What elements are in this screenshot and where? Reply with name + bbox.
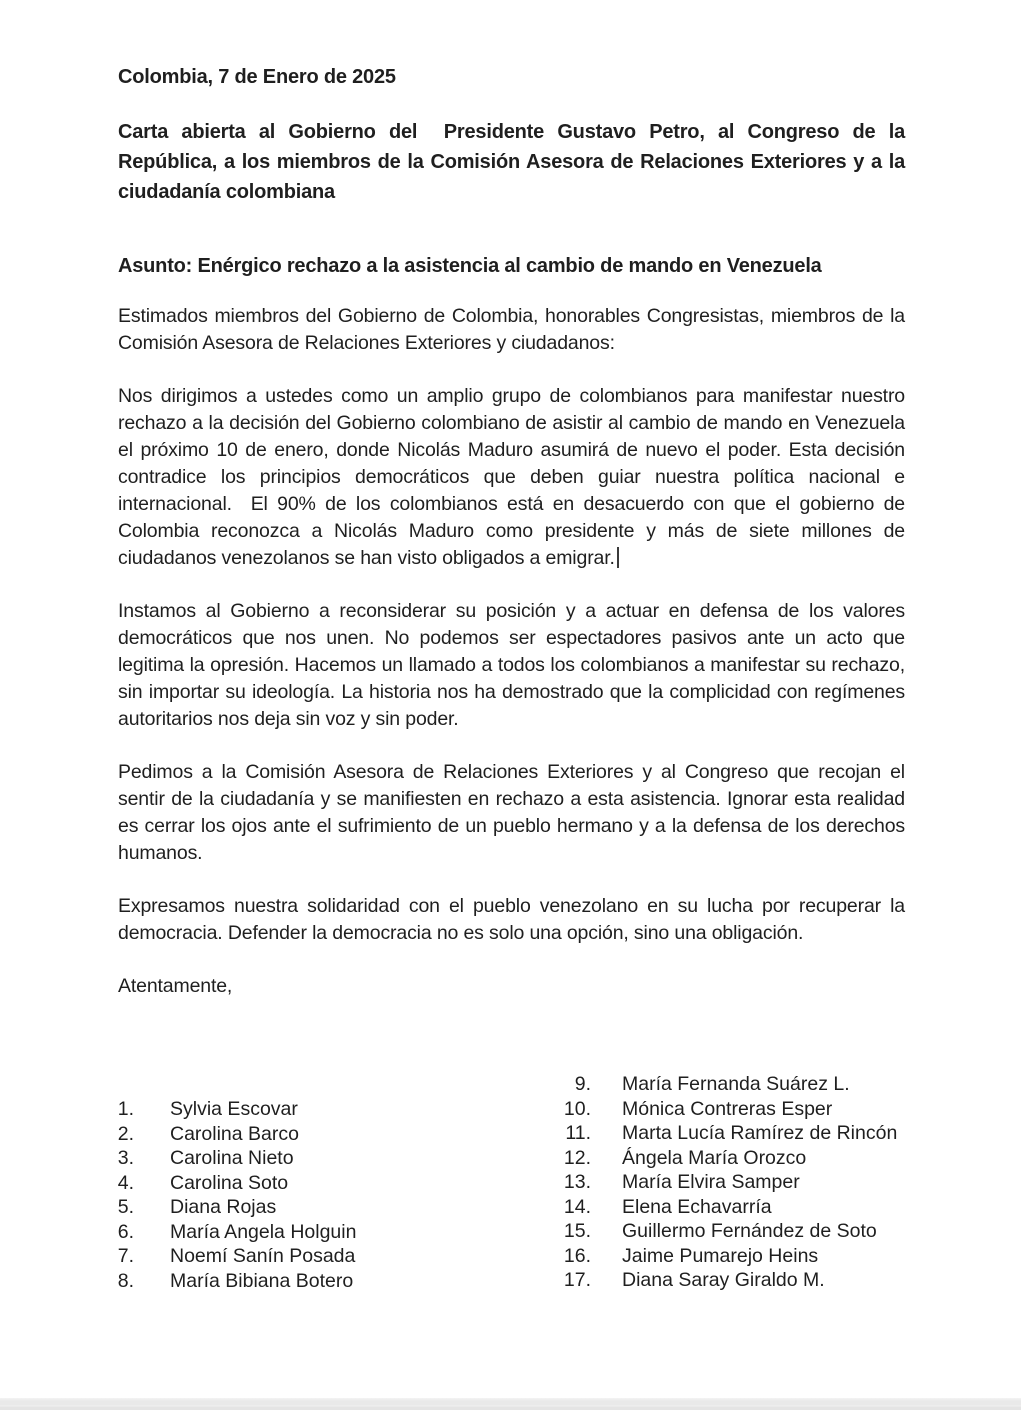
- signatory-name: Carolina Nieto: [170, 1147, 294, 1169]
- body-paragraph-4[interactable]: Expresamos nuestra solidaridad con el pueblo venezolano en su lucha por recuperar la democracia. Defender la democracia no es solo una opción, sino una obligación.: [118, 895, 911, 944]
- signatory-row[interactable]: [553, 1121, 905, 1146]
- text-cursor: [617, 547, 619, 568]
- signatory-row[interactable]: [553, 1146, 905, 1171]
- signatory-row[interactable]: [110, 1171, 553, 1196]
- signatory-name: Noemí Sanín Posada: [170, 1245, 356, 1267]
- signatory-name: Diana Rojas: [170, 1196, 277, 1218]
- signatory-number: 10.: [563, 1097, 591, 1120]
- signatory-number: 11.: [565, 1122, 591, 1144]
- signatory-number: 9.: [574, 1073, 591, 1095]
- signatory-row[interactable]: [110, 1146, 553, 1171]
- signatory-name: María Fernanda Suárez L.: [622, 1073, 850, 1095]
- signatory-number: 5.: [117, 1196, 134, 1218]
- signatory-name: Sylvia Escovar: [170, 1098, 298, 1120]
- signatories-section: [110, 1072, 905, 1293]
- signatory-row[interactable]: [110, 1244, 553, 1269]
- signatory-number: 2.: [117, 1122, 134, 1145]
- signatory-number: 16.: [563, 1244, 591, 1267]
- signatory-number: 17.: [563, 1269, 591, 1291]
- signatory-row[interactable]: [553, 1170, 905, 1195]
- signatory-number: 3.: [117, 1147, 134, 1169]
- body-paragraph-1-text: Nos dirigimos a ustedes como un amplio grupo de colombianos para manifestar nuestro rechazo a la decisión del Gobierno colombiano de asistir al cambio de mando en Venezuela el próximo 10 de enero, donde Nicolás Maduro asumirá de nuevo el poder. Esta decisión contradice los principios democráticos que deben guiar nuestra política nacional e internacional. El 90% de los colombianos está en desacuerdo con que el gobierno de Colombia reconozca a Nicolás Maduro como presidente y más de siete millones de ciudadanos venezolanos se han visto obligados a emigrar.: [118, 385, 911, 569]
- signatory-number: 4.: [117, 1171, 134, 1194]
- signatory-number: 14.: [563, 1195, 591, 1218]
- signatory-name: María Angela Holguin: [170, 1220, 357, 1243]
- signatory-row[interactable]: [110, 1269, 553, 1294]
- body-paragraph-3[interactable]: Pedimos a la Comisión Asesora de Relaciones Exteriores y al Congreso que recojan el sentir de la ciudadanía y se manifiesten en rechazo a esta asistencia. Ignorar esta realidad es cerrar los ojos ante el sufrimiento de un pueblo hermano y a la defensa de los derechos humanos.: [118, 761, 911, 864]
- date-line[interactable]: Colombia, 7 de Enero de 2025: [118, 66, 396, 88]
- signatories-left-column: [110, 1097, 553, 1293]
- signatory-number: 1.: [117, 1098, 134, 1120]
- signatory-name: Mónica Contreras Esper: [622, 1097, 833, 1120]
- signatory-name: María Elvira Samper: [622, 1171, 800, 1193]
- signatory-row[interactable]: [110, 1195, 553, 1220]
- body-paragraph-2[interactable]: Instamos al Gobierno a reconsiderar su posición y a actuar en defensa de los valores democráticos que nos unen. No podemos ser espectadores pasivos ante un acto que legitima la opresión. Hacemos un llamado a todos los colombianos a manifestar su rechazo, sin importar su ideología. La historia nos ha demostrado que la complicidad con regímenes autoritarios nos deja sin voz y sin poder.: [118, 600, 911, 730]
- signatory-row[interactable]: [553, 1097, 905, 1122]
- signatory-name: Jaime Pumarejo Heins: [622, 1244, 819, 1267]
- signatory-number: 7.: [117, 1245, 134, 1267]
- signatory-row[interactable]: [110, 1097, 553, 1122]
- signatory-row[interactable]: [553, 1268, 905, 1293]
- signatory-number: 12.: [563, 1146, 591, 1169]
- signatory-row[interactable]: [553, 1195, 905, 1220]
- signatory-name: Guillermo Fernández de Soto: [622, 1220, 877, 1242]
- signatory-name: Ángela María Orozco: [622, 1146, 807, 1169]
- signatory-number: 13.: [563, 1171, 591, 1193]
- signatory-row[interactable]: [553, 1072, 905, 1097]
- signatory-row[interactable]: [110, 1220, 553, 1245]
- window-bottom-edge: [0, 1398, 1021, 1410]
- signatory-name: Elena Echavarría: [622, 1195, 772, 1218]
- signatory-row[interactable]: [553, 1244, 905, 1269]
- signatory-row[interactable]: [110, 1122, 553, 1147]
- signatory-name: Carolina Soto: [170, 1171, 289, 1194]
- signatory-number: 15.: [563, 1220, 591, 1242]
- signatory-name: María Bibiana Botero: [170, 1269, 354, 1292]
- closing-line[interactable]: Atentamente,: [118, 975, 233, 997]
- signatory-row[interactable]: [553, 1219, 905, 1244]
- signatory-name: Diana Saray Giraldo M.: [622, 1269, 825, 1291]
- signatory-number: 6.: [117, 1220, 134, 1243]
- signatories-right-column: [553, 1072, 905, 1293]
- signatory-name: Marta Lucía Ramírez de Rincón: [622, 1122, 898, 1144]
- letter-title[interactable]: Carta abierta al Gobierno del Presidente Gustavo Petro, al Congreso de la República, a los miembros de la Comisión Asesora de Relaciones Exteriores y a la ciudadanía colombiana: [118, 121, 911, 203]
- salutation-paragraph[interactable]: Estimados miembros del Gobierno de Colombia, honorables Congresistas, miembros de la Comisión Asesora de Relaciones Exteriores y ciudadanos:: [118, 305, 911, 354]
- signatory-name: Carolina Barco: [170, 1122, 299, 1145]
- subject-line[interactable]: Asunto: Enérgico rechazo a la asistencia al cambio de mando en Venezuela: [118, 255, 822, 277]
- body-paragraph-1[interactable]: [118, 383, 911, 572]
- signatory-number: 8.: [117, 1269, 134, 1292]
